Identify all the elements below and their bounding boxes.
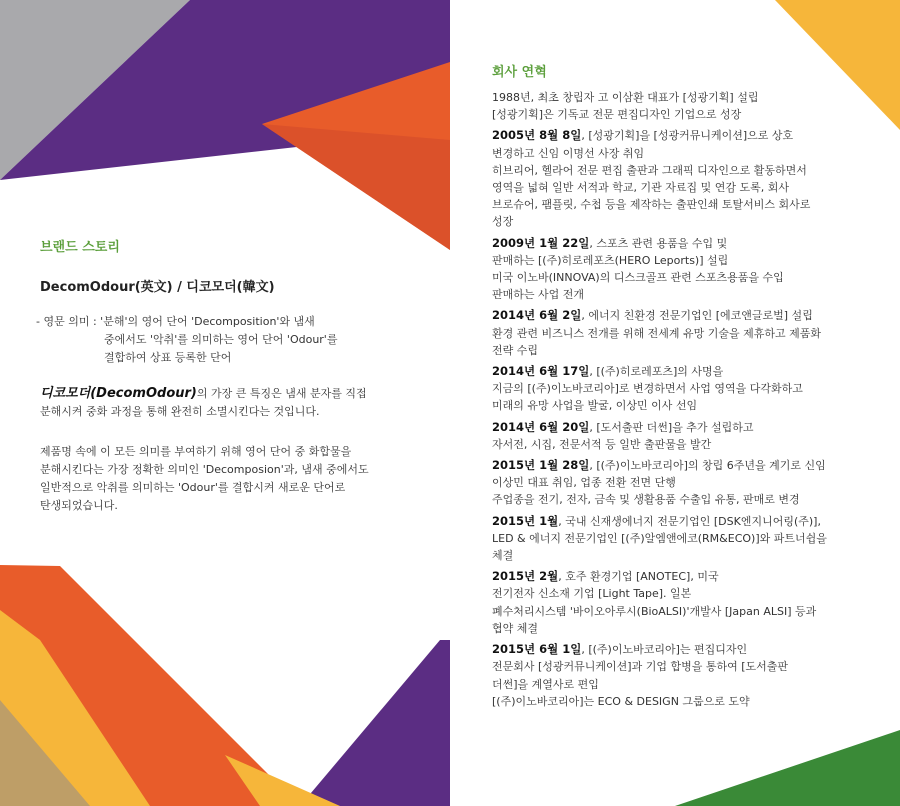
history-line: 체결 <box>492 549 514 563</box>
history-line <box>492 307 892 324</box>
history-line: 1988년, 최초 창립자 고 이삼환 대표가 [성광기획] 설립 <box>492 91 759 104</box>
history-text: , 스포츠 관련 용품을 수입 및 <box>589 236 728 250</box>
history-entry <box>492 513 892 565</box>
company-history-heading: 회사 연혁 <box>492 65 547 80</box>
history-line: 폐수처리시스템 '바이오아루시(BioALSI)'개발사 [Japan ALSI] 등과 <box>492 604 817 618</box>
paragraph-line: 분해시켜 중화 과정을 통해 완전히 소멸시킨다는 것입니다. <box>40 405 320 418</box>
history-line <box>492 568 892 585</box>
history-line: 판매하는 사업 전개 <box>492 288 585 302</box>
history-entry <box>492 89 892 123</box>
history-text: , 에너지 친환경 전문기업인 [에코앤글로벌] 설립 <box>581 309 813 323</box>
history-line: 브로슈어, 팸플릿, 수첩 등을 제작하는 출판인쇄 토탈서비스 회사로 <box>492 198 811 212</box>
history-line: [(주)이노바코리아]는 ECO & DESIGN 그룹으로 도약 <box>492 694 750 708</box>
history-text: , [성광기획]을 [성광커뮤니케이션]으로 상호 <box>581 129 794 143</box>
history-line: 더썬]을 계열사로 편입 <box>492 677 599 691</box>
meaning-line: - 영문 의미 : '분해'의 영어 단어 'Decomposition'와 냄새 <box>36 315 315 328</box>
paragraph-line: 의 가장 큰 특징은 냄새 분자를 직접 <box>196 387 367 400</box>
history-entry <box>492 127 892 230</box>
history-line: 전략 수립 <box>492 343 539 357</box>
history-date: 2014년 6월 2일 <box>492 308 582 323</box>
history-entry <box>492 641 892 710</box>
history-line: [성광기획]은 기독교 전문 편집디자인 기업으로 성장 <box>492 108 742 122</box>
history-line: 판매하는 [(주)히로레포츠(HERO Leports)] 설립 <box>492 253 729 267</box>
history-line: 변경하고 신임 이명선 사장 취임 <box>492 146 645 160</box>
meaning-line: 결합하여 상표 등록한 단어 <box>104 351 232 364</box>
brand-meaning <box>36 313 426 367</box>
history-date: 2015년 1월 28일 <box>492 458 590 473</box>
brand-name: DecomOdour(英文) / 디코모더(韓文) <box>40 280 275 295</box>
history-date: 2005년 8월 8일 <box>492 128 582 143</box>
history-line: 성장 <box>492 215 514 229</box>
history-line: 미래의 유망 사업을 발굴, 이상민 이사 선임 <box>492 399 698 413</box>
history-line <box>492 363 892 380</box>
history-entry <box>492 363 892 415</box>
history-date: 2014년 6월 17일 <box>492 364 590 379</box>
history-line: 영역을 넓혀 일반 서적과 학교, 기관 자료집 및 연감 도록, 회사 <box>492 181 789 195</box>
history-text: , [(주)이노바코리아]는 편집디자인 <box>581 643 748 657</box>
history-entry <box>492 307 892 359</box>
history-line: 전기전자 신소재 기업 [Light Tape]. 일본 <box>492 587 692 601</box>
history-line <box>492 127 892 144</box>
history-line: 주업종을 전기, 전자, 금속 및 생활용품 수출입 유통, 판매로 변경 <box>492 493 800 507</box>
history-entry <box>492 457 892 509</box>
paragraph-line: 일반적으로 악취를 의미하는 'Odour'를 결합시켜 새로운 단어로 <box>40 481 346 494</box>
brand-paragraph-1 <box>40 385 430 421</box>
history-date: 2015년 2월 <box>492 569 559 584</box>
history-text: , [도서출판 더썬]을 추가 설립하고 <box>589 420 754 434</box>
history-date: 2015년 6월 1일 <box>492 642 582 657</box>
history-line: 이상민 대표 취임, 업종 전환 전면 단행 <box>492 476 676 490</box>
history-list <box>492 89 892 714</box>
history-line: 협약 체결 <box>492 621 539 635</box>
history-entry <box>492 235 892 304</box>
history-line: 히브리어, 헬라어 전문 편집 출판과 그래픽 디자인으로 활동하면서 <box>492 163 807 177</box>
history-line: 미국 이노바(INNOVA)의 디스크골프 관련 스포츠용품을 수입 <box>492 271 784 285</box>
right-page <box>450 0 900 806</box>
meaning-line: 중에서도 '악취'를 의미하는 영어 단어 'Odour'를 <box>104 333 338 346</box>
history-line <box>492 419 892 436</box>
history-date: 2009년 1월 22일 <box>492 235 590 250</box>
brand-story-heading: 브랜드 스토리 <box>40 240 120 255</box>
brand-paragraph-2 <box>40 443 430 515</box>
history-line <box>492 513 892 530</box>
history-text: , 호주 환경기업 [ANOTEC], 미국 <box>558 570 719 584</box>
history-text: , 국내 신재생에너지 전문기업인 [DSK엔지니어링(주)], <box>558 514 821 528</box>
history-text: , [(주)히로레포츠]의 사명을 <box>589 365 724 379</box>
history-line: LED & 에너지 전문기업인 [(주)알엠앤에코(RM&ECO)]와 파트너쉽을 <box>492 531 827 545</box>
paragraph-line: 분해시킨다는 가장 정확한 의미인 'Decomposion'과, 냄새 중에서도 <box>40 463 369 476</box>
history-date: 2015년 1월 <box>492 513 559 528</box>
history-line: 전문회사 [성광커뮤니케이션]과 기업 합병을 통하여 [도서출판 <box>492 660 789 674</box>
history-text: , [(주)이노바코리아]의 창립 6주년을 계기로 신임 <box>589 459 826 473</box>
paragraph-line: 탄생되었습니다. <box>40 499 118 512</box>
history-line: 지금의 [(주)이노바코리아]로 변경하면서 사업 영역을 다각화하고 <box>492 382 803 396</box>
history-line <box>492 457 892 474</box>
history-line: 자서전, 시집, 전문서적 등 일반 출판물을 발간 <box>492 437 712 451</box>
history-entry <box>492 568 892 637</box>
history-entry <box>492 419 892 453</box>
history-line: 환경 관련 비즈니스 전개를 위해 전세계 유망 기술을 제휴하고 제품화 <box>492 326 821 340</box>
history-date: 2014년 6월 20일 <box>492 419 590 434</box>
history-line <box>492 641 892 658</box>
paragraph-line: 제품명 속에 이 모든 의미를 부여하기 위해 영어 단어 중 화합물을 <box>40 445 352 458</box>
history-line <box>492 235 892 252</box>
brand-name-emphasis: 디코모더(DecomOdour) <box>40 386 197 401</box>
